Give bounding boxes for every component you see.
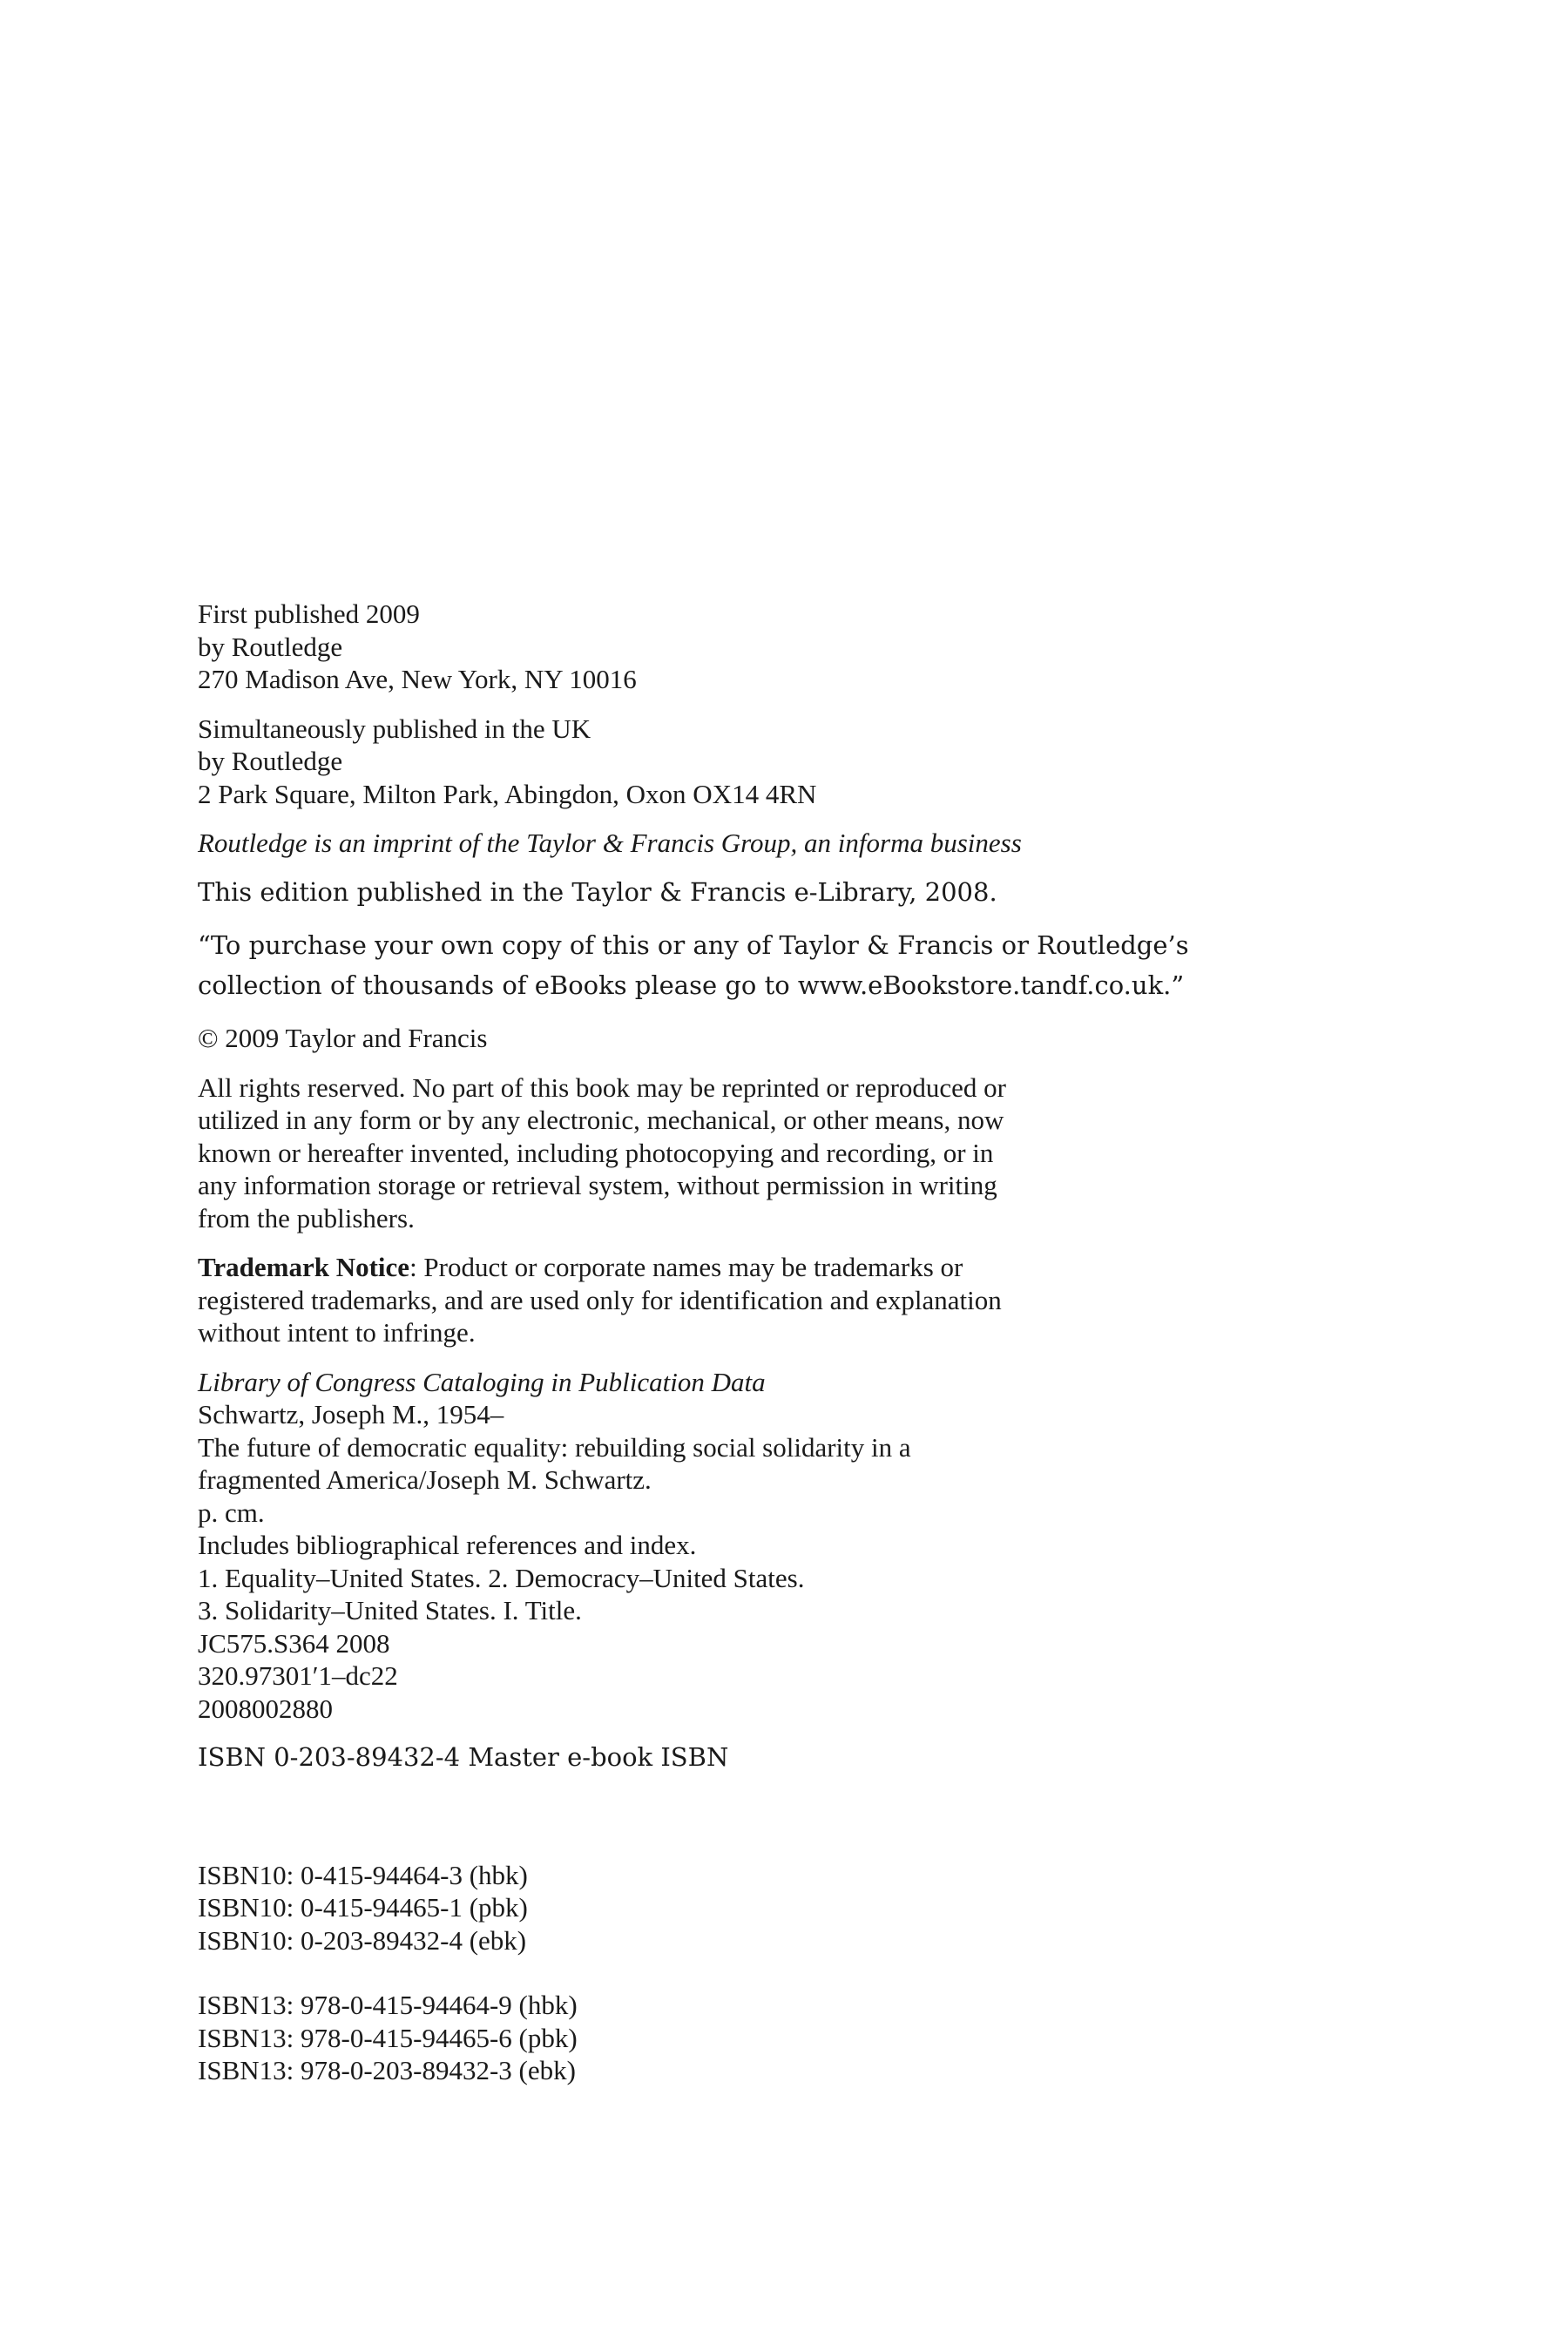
publisher-us: by Routledge: [198, 631, 343, 662]
isbn13-line: ISBN13: 978-0-203-89432-3 (ebk): [198, 2055, 576, 2085]
isbn13-block: [198, 1989, 1173, 2087]
cataloging-line: p. cm.: [198, 1497, 265, 1528]
isbn10-block: [198, 1859, 1173, 1957]
rights-line-5: from the publishers.: [198, 1202, 415, 1233]
copyright-line: © 2009 Taylor and Francis: [198, 1023, 488, 1053]
trademark-label: Trademark Notice: [198, 1252, 410, 1282]
spacer: [198, 1957, 1173, 1989]
copyright-block: [198, 1022, 1173, 1055]
cataloging-block: [198, 1366, 1173, 1726]
edition-line: This edition published in the Taylor & Francis e-Library, 2008.: [198, 876, 997, 907]
address-us: 270 Madison Ave, New York, NY 10016: [198, 664, 637, 694]
isbn10-line: ISBN10: 0-415-94464-3 (hbk): [198, 1859, 528, 1890]
isbn13-line: ISBN13: 978-0-415-94465-6 (pbk): [198, 2022, 578, 2053]
simultaneous-uk: Simultaneously published in the UK: [198, 713, 591, 744]
trademark-line-1-text: : Product or corporate names may be trademarks or: [409, 1252, 963, 1282]
trademark-line-1: [198, 1251, 1173, 1284]
cataloging-line: fragmented America/Joseph M. Schwartz.: [198, 1464, 652, 1495]
imprint-line: Routledge is an imprint of the Taylor & Francis Group, an informa business: [198, 828, 1022, 858]
publisher-uk: by Routledge: [198, 746, 343, 776]
rights-line-3: known or hereafter invented, including photocopying and recording, or in: [198, 1137, 994, 1168]
trademark-block: [198, 1251, 1173, 1349]
cataloging-heading: Library of Congress Cataloging in Publication Data: [198, 1366, 766, 1397]
rights-line-4: any information storage or retrieval system, without permission in writing: [198, 1170, 997, 1200]
uk-publication-block: [198, 713, 1173, 811]
cataloging-line: Includes bibliographical references and index.: [198, 1530, 697, 1560]
trademark-line-3: without intent to infringe.: [198, 1317, 476, 1348]
rights-line-1: All rights reserved. No part of this book may be reprinted or reproduced or: [198, 1071, 1007, 1103]
isbn-master-block: [198, 1741, 1173, 1774]
purchase-notice: [198, 925, 1189, 1005]
purchase-line-1: “To purchase your own copy of this or any of Taylor & Francis or Routledge’s: [198, 930, 1189, 960]
rights-line-2: utilized in any form or by any electronic, mechanical, or other means, now: [198, 1105, 1004, 1135]
first-published: First published 2009: [198, 598, 420, 629]
isbn10-line: ISBN10: 0-203-89432-4 (ebk): [198, 1924, 527, 1956]
cataloging-line: The future of democratic equality: rebuilding social solidarity in a: [198, 1431, 911, 1463]
cataloging-line: 3. Solidarity–United States. I. Title.: [198, 1595, 582, 1625]
cataloging-line: 2008002880: [198, 1693, 333, 1724]
cataloging-line: JC575.S364 2008: [198, 1627, 390, 1659]
rights-block: [198, 1071, 1173, 1235]
spacer: [198, 1791, 1173, 1859]
isbn-master-line: ISBN 0-203-89432-4 Master e-book ISBN: [198, 1742, 729, 1772]
address-uk: 2 Park Square, Milton Park, Abingdon, Oxon OX14 4RN: [198, 778, 817, 809]
cataloging-line: 320.97301′1–dc22: [198, 1660, 398, 1691]
cataloging-line: 1. Equality–United States. 2. Democracy–United States.: [198, 1562, 805, 1593]
trademark-line-2: registered trademarks, and are used only for identification and explanation: [198, 1284, 1002, 1315]
isbn13-line: ISBN13: 978-0-415-94464-9 (hbk): [198, 1990, 578, 2020]
edition-statement: [198, 876, 1173, 909]
cataloging-line: Schwartz, Joseph M., 1954–: [198, 1399, 504, 1429]
imprint-content: [198, 598, 1189, 2087]
purchase-line-2: collection of thousands of eBooks please go to www.eBookstore.tandf.co.uk.”: [198, 970, 1185, 1000]
us-publication-block: [198, 598, 1173, 696]
isbn10-line: ISBN10: 0-415-94465-1 (pbk): [198, 1892, 528, 1923]
imprint-statement: [198, 827, 1173, 860]
